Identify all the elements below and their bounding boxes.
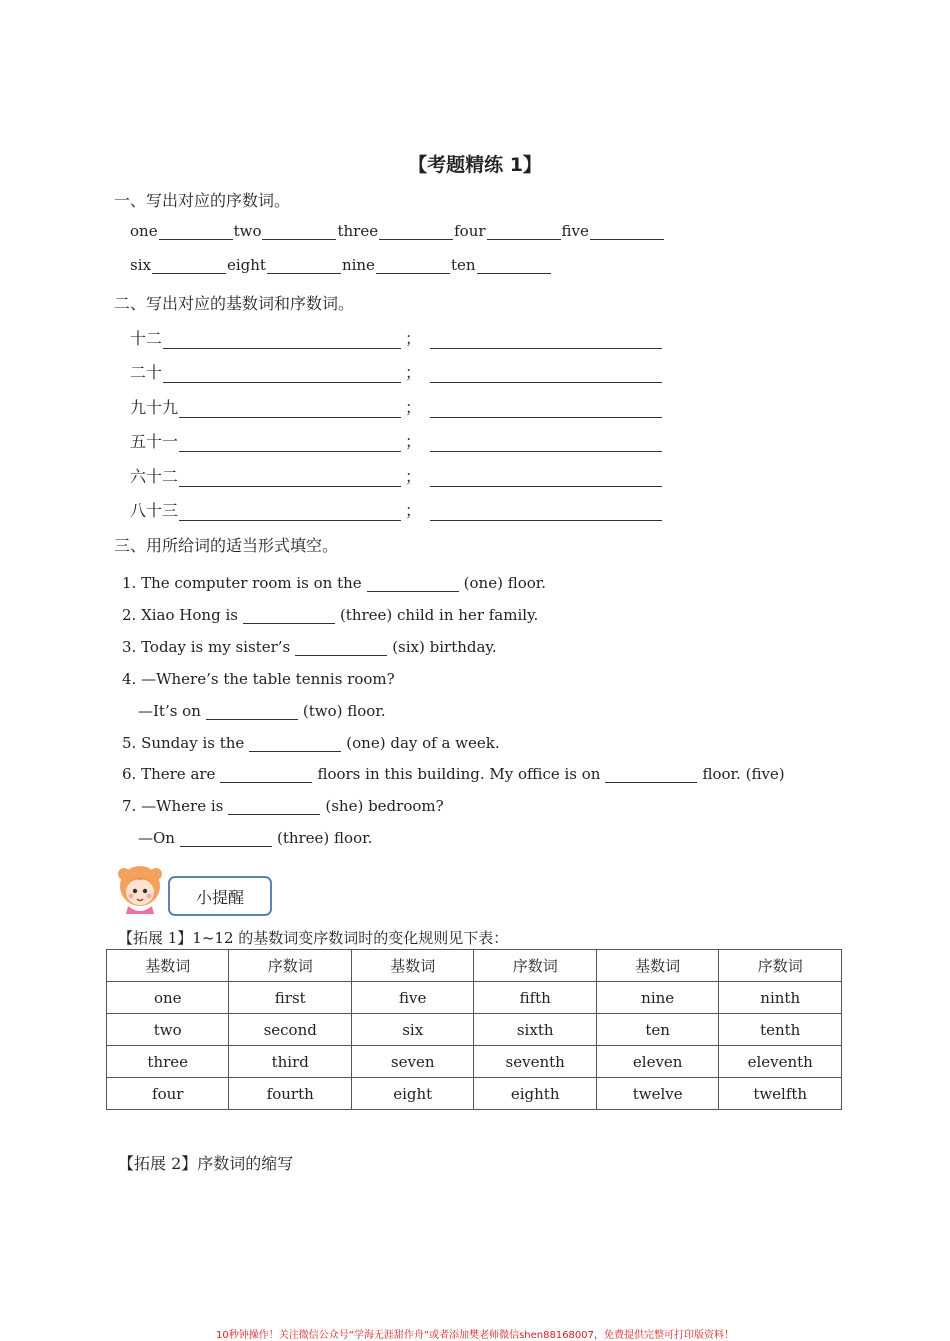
cardinal-blank[interactable] xyxy=(179,403,401,418)
question-text: (three) child in her family. xyxy=(339,606,539,624)
question-3 xyxy=(122,638,497,656)
chinese-number: 十二 xyxy=(130,329,163,348)
separator: ； xyxy=(405,432,422,451)
ordinal-blank[interactable] xyxy=(430,472,662,487)
table-cell: three xyxy=(107,1046,229,1078)
separator: ； xyxy=(405,467,422,486)
ordinal-blank[interactable] xyxy=(430,506,662,521)
table-header: 基数词 xyxy=(596,950,718,982)
answer-blank[interactable] xyxy=(477,259,551,274)
answer-blank[interactable] xyxy=(376,259,450,274)
table-cell: two xyxy=(107,1014,229,1046)
cardinal-blank[interactable] xyxy=(179,506,401,521)
separator: ； xyxy=(405,501,422,520)
chinese-number: 二十 xyxy=(130,363,163,382)
answer-blank[interactable] xyxy=(262,225,336,240)
table-cell: sixth xyxy=(474,1014,596,1046)
word: four xyxy=(454,222,486,240)
question-4-answer xyxy=(138,702,386,720)
question-text: 6. There are xyxy=(122,765,216,783)
answer-blank[interactable] xyxy=(379,225,453,240)
answer-blank[interactable] xyxy=(487,225,561,240)
table-header: 序数词 xyxy=(474,950,596,982)
cardinal-blank[interactable] xyxy=(179,437,401,452)
word: six xyxy=(130,256,151,274)
question-6 xyxy=(122,765,785,783)
table-cell: eleventh xyxy=(719,1046,842,1078)
word: ten xyxy=(450,256,476,274)
table-header: 序数词 xyxy=(719,950,842,982)
cardinal-blank[interactable] xyxy=(163,334,401,349)
section2-item xyxy=(130,395,663,418)
answer-blank[interactable] xyxy=(367,577,459,592)
chinese-number: 五十一 xyxy=(130,432,179,451)
section2-item xyxy=(130,429,663,452)
cardinal-blank[interactable] xyxy=(163,368,401,383)
table-cell: seven xyxy=(351,1046,473,1078)
question-4 xyxy=(122,670,395,688)
answer-blank[interactable] xyxy=(605,768,697,783)
answer-blank[interactable] xyxy=(206,705,298,720)
ordinal-blank[interactable] xyxy=(430,437,662,452)
question-2 xyxy=(122,606,538,624)
separator: ； xyxy=(405,329,422,348)
section2-item xyxy=(130,464,663,487)
word: one xyxy=(130,222,158,240)
word: three xyxy=(337,222,379,240)
chinese-number: 六十二 xyxy=(130,467,179,486)
question-text: 5. Sunday is the xyxy=(122,734,245,752)
ordinal-blank[interactable] xyxy=(430,403,662,418)
section3-heading: 三、用所给词的适当形式填空。 xyxy=(114,536,339,555)
question-text: 4. —Where’s the table tennis room? xyxy=(122,670,395,688)
page-title: 【考题精练 1】 xyxy=(408,154,542,176)
table-row xyxy=(107,1078,842,1110)
question-text: floor. (five) xyxy=(702,765,785,783)
table-cell: fourth xyxy=(229,1078,351,1110)
question-text: 7. —Where is xyxy=(122,797,224,815)
answer-blank[interactable] xyxy=(243,609,335,624)
table-cell: ninth xyxy=(719,982,842,1014)
question-5 xyxy=(122,734,500,752)
table-cell: ten xyxy=(596,1014,718,1046)
word: five xyxy=(561,222,589,240)
table-cell: third xyxy=(229,1046,351,1078)
answer-blank[interactable] xyxy=(267,259,341,274)
section1-row2 xyxy=(130,256,552,274)
chinese-number: 九十九 xyxy=(130,398,179,417)
answer-blank[interactable] xyxy=(228,800,320,815)
question-1 xyxy=(122,574,546,592)
answer-blank[interactable] xyxy=(159,225,233,240)
section2-heading: 二、写出对应的基数词和序数词。 xyxy=(114,294,355,313)
table-header-row xyxy=(107,950,842,982)
question-text: —It’s on xyxy=(138,702,201,720)
question-text: (three) floor. xyxy=(276,829,373,847)
section1-row1 xyxy=(130,222,665,240)
question-7-answer xyxy=(138,829,372,847)
question-7 xyxy=(122,797,444,815)
table-header: 基数词 xyxy=(351,950,473,982)
table-cell: one xyxy=(107,982,229,1014)
table-cell: first xyxy=(229,982,351,1014)
question-text: 1. The computer room is on the xyxy=(122,574,362,592)
question-text: floors in this building. My office is on xyxy=(317,765,601,783)
tip-label: 小提醒 xyxy=(195,887,244,907)
section1-heading: 一、写出对应的序数词。 xyxy=(114,191,291,210)
table-cell: second xyxy=(229,1014,351,1046)
question-text: 3. Today is my sister’s xyxy=(122,638,291,656)
answer-blank[interactable] xyxy=(220,768,312,783)
question-text: (she) bedroom? xyxy=(325,797,444,815)
table-cell: five xyxy=(351,982,473,1014)
table-cell: nine xyxy=(596,982,718,1014)
table-cell: twelve xyxy=(596,1078,718,1110)
question-text: (two) floor. xyxy=(302,702,386,720)
word: eight xyxy=(226,256,266,274)
table-cell: eight xyxy=(351,1078,473,1110)
answer-blank[interactable] xyxy=(590,225,664,240)
table-header: 基数词 xyxy=(107,950,229,982)
section2-item xyxy=(130,326,663,349)
ext1-caption: 【拓展 1】1~12 的基数词变序数词时的变化规则见下表： xyxy=(118,929,509,947)
ordinal-blank[interactable] xyxy=(430,368,662,383)
ordinal-blank[interactable] xyxy=(430,334,662,349)
question-text: (six) birthday. xyxy=(392,638,497,656)
question-text: 2. Xiao Hong is xyxy=(122,606,238,624)
question-text: —On xyxy=(138,829,175,847)
table-cell: fifth xyxy=(474,982,596,1014)
answer-blank[interactable] xyxy=(295,641,387,656)
table-row xyxy=(107,982,842,1014)
table-cell: seventh xyxy=(474,1046,596,1078)
table-row xyxy=(107,1014,842,1046)
ordinal-rules-table xyxy=(106,949,842,1110)
cardinal-blank[interactable] xyxy=(179,472,401,487)
table-row xyxy=(107,1046,842,1078)
section2-item xyxy=(130,498,663,521)
answer-blank[interactable] xyxy=(180,832,272,847)
answer-blank[interactable] xyxy=(152,259,226,274)
word: nine xyxy=(341,256,375,274)
table-header: 序数词 xyxy=(229,950,351,982)
separator: ； xyxy=(405,363,422,382)
answer-blank[interactable] xyxy=(249,737,341,752)
girl-mascot-icon xyxy=(112,862,168,918)
word: two xyxy=(233,222,262,240)
table-cell: tenth xyxy=(719,1014,842,1046)
question-text: (one) floor. xyxy=(463,574,547,592)
question-text: (one) day of a week. xyxy=(346,734,500,752)
footer-notice: 10秒钟操作！关注微信公众号“学海无涯甜作舟”或者添加樊老师微信shen88168007，免费提供完整可打印版资料！ xyxy=(215,1330,735,1341)
ext2-caption: 【拓展 2】序数词的缩写 xyxy=(118,1154,294,1173)
tip-box xyxy=(168,876,272,916)
table-cell: six xyxy=(351,1014,473,1046)
table-cell: eleven xyxy=(596,1046,718,1078)
table-cell: four xyxy=(107,1078,229,1110)
section2-item xyxy=(130,360,663,383)
separator: ； xyxy=(405,398,422,417)
chinese-number: 八十三 xyxy=(130,501,179,520)
table-cell: twelfth xyxy=(719,1078,842,1110)
table-cell: eighth xyxy=(474,1078,596,1110)
